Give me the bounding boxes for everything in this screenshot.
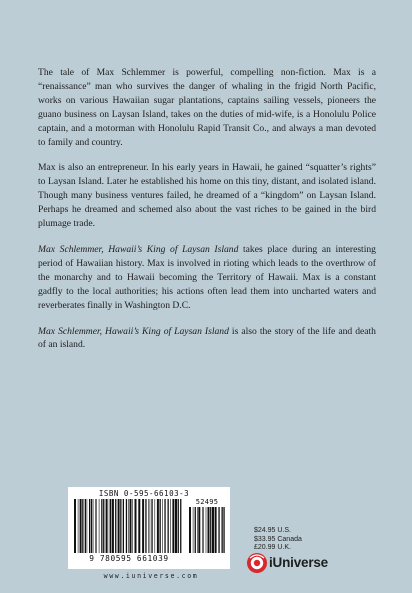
price-canada: $33.95 Canada	[254, 535, 302, 543]
price-list	[254, 527, 334, 553]
addon-barcode-bars	[189, 507, 225, 553]
paragraph-text: Max is also an entrepreneur. In his early years in Hawaii, he gained “squatter’s rights” to Laysan Island. Later he established his home on this tiny, distant, and isolated island. Though many business ventures failed, he dreamed of a “kingdom” on Laysan Island. Perhaps he dreamed and schemed also about the vast riches to be gained in the bird plumage trade.	[38, 162, 376, 230]
blurb-paragraph-4	[38, 325, 376, 353]
price-uk: £20.99 U.K.	[254, 544, 291, 552]
price-us: $24.95 U.S.	[254, 527, 291, 534]
paragraph-text: The tale of Max Schlemmer is powerful, compelling non-fiction. Max is a “renaissance” man who survives the danger of whaling in the frigid North Pacific, works on various Hawaiian sugar plantations, captains sailing vessels, pioneers the guano business on Laysan Island, takes on the duties of mid-wife, is a Honolulu Police captain, and a motorman with Honolulu Rapid Transit Co., and always a man devoted to family and country.	[38, 67, 376, 148]
paragraph-text: is also the story of the life and death of an island.	[38, 325, 376, 351]
iuniverse-logo-icon	[246, 552, 268, 574]
isbn-label: ISBN 0-595-66103-3	[98, 489, 190, 498]
book-title-italic: Max Schlemmer, Hawaii’s King of Laysan Island	[38, 243, 239, 255]
publisher-logo	[246, 552, 346, 576]
barcode-panel	[68, 487, 230, 569]
addon-digits: 52495	[195, 498, 219, 506]
blurb-paragraph-3	[38, 243, 376, 313]
book-title-italic: Max Schlemmer, Hawaii’s King of Laysan Island	[38, 325, 229, 337]
ean-barcode-bars	[74, 499, 184, 553]
paragraph-text: takes place during an interesting period of Hawaiian history. Max is involved in rioting which leads to the overthrow of the monarchy and to Hawaii becoming the Territory of Hawaii. Max is a constant gadfly to the local authorities; his actions often lead them into uncharted waters and reverberates finally in Washington D.C.	[38, 243, 376, 311]
blurb-paragraph-1	[38, 66, 376, 149]
blurb-text	[38, 66, 376, 364]
blurb-paragraph-2	[38, 161, 376, 231]
ean-digits: 9 780595 661039	[89, 554, 169, 563]
publisher-website: www.iuniverse.com	[103, 572, 199, 580]
publisher-name: iUniverse	[269, 555, 328, 570]
